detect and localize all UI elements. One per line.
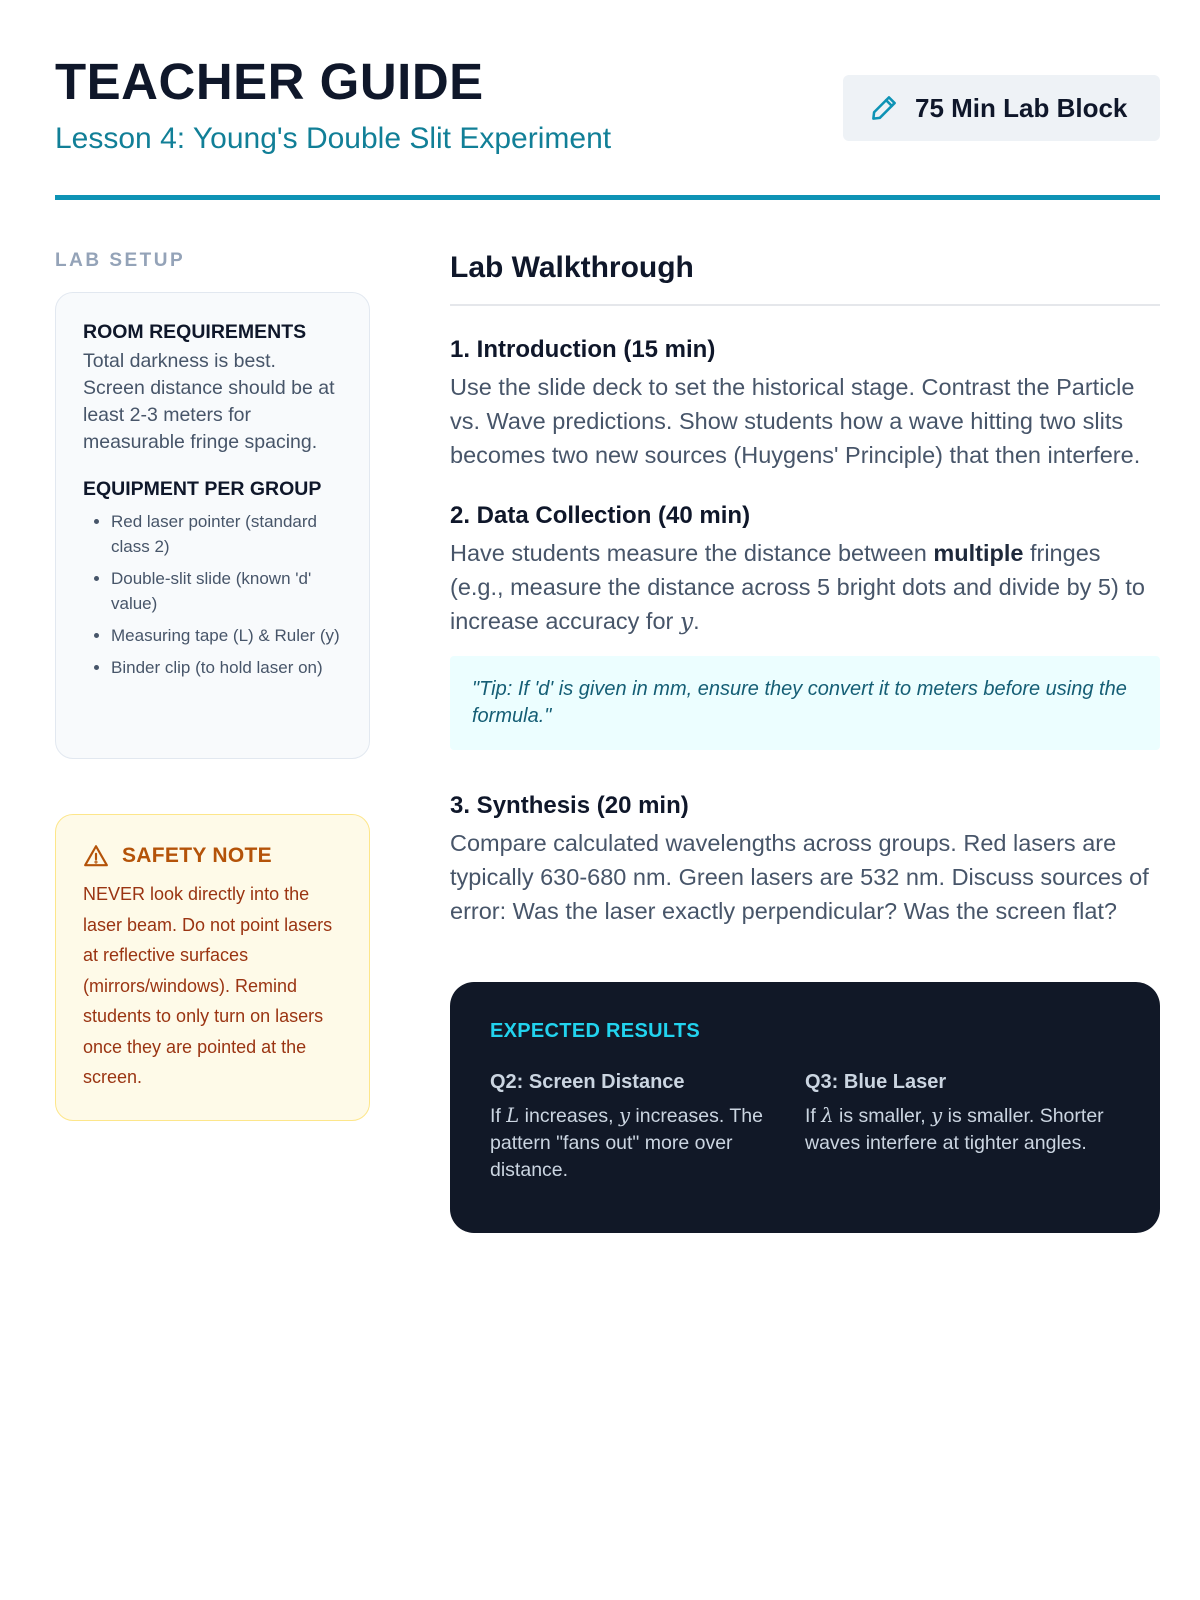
expected-results-panel: [450, 982, 1160, 1233]
duration-label: 75 Min Lab Block: [915, 92, 1128, 123]
lab-setup-label: LAB SETUP: [55, 250, 186, 271]
list-item: • Binder clip (to hold laser on): [111, 655, 343, 680]
step-text-emphasis: multiple: [933, 540, 1024, 566]
step-heading: 2. Data Collection (40 min): [450, 502, 751, 529]
step-text: Use the slide deck to set the historical stage. Contrast the Particle vs. Wave predictions. Show students how a wave hitting two slits becomes two new sources (Huygens' Principle) that then interfere.: [450, 374, 1141, 468]
result-text-part: If: [490, 1105, 507, 1127]
pencil-icon: [867, 91, 901, 125]
list-item: • Red laser pointer (standard class 2): [111, 509, 343, 559]
room-requirements-text: Total darkness is best. Screen distance should be at least 2-3 meters for measurable fringe spacing.: [83, 350, 335, 453]
result-text-part: increases,: [519, 1105, 619, 1127]
result-text: [805, 1102, 1120, 1157]
safety-note-header: [83, 843, 343, 869]
page-title: TEACHER GUIDE: [55, 53, 484, 110]
step-introduction: [450, 336, 1160, 472]
step-text: [450, 536, 1160, 638]
tip-callout: [450, 656, 1160, 750]
lesson-subtitle: Lesson 4: Young's Double Slit Experiment: [55, 122, 612, 155]
result-heading: Q3: Blue Laser: [805, 1071, 947, 1093]
step-heading: 3. Synthesis (20 min): [450, 792, 689, 819]
room-requirements-heading: ROOM REQUIREMENTS: [83, 321, 307, 343]
step-text-part: fringes (e.g., measure the distance across 5 bright dots and divide by 5) to increase accuracy for: [450, 540, 1145, 634]
equipment-heading: EQUIPMENT PER GROUP: [83, 478, 322, 500]
list-item: • Measuring tape (L) & Ruler (y): [111, 623, 343, 648]
lab-setup-card: [55, 292, 370, 759]
result-heading: Q2: Screen Distance: [490, 1071, 685, 1093]
step-text-part: .: [693, 608, 700, 634]
result-text-part: increases. The pattern "fans out" more over distance.: [490, 1105, 763, 1181]
result-text-part: is smaller. Shorter waves interfere at tighter angles.: [805, 1105, 1104, 1154]
result-text-part: is smaller,: [833, 1105, 932, 1127]
list-item: • Double-slit slide (known 'd' value): [111, 566, 343, 616]
duration-badge: [843, 75, 1160, 141]
result-q2: [490, 1071, 805, 1184]
safety-note-card: [55, 814, 370, 1121]
expected-results-label: EXPECTED RESULTS: [490, 1020, 701, 1042]
math-variable: λ: [821, 1104, 834, 1127]
step-text: Compare calculated wavelengths across groups. Red lasers are typically 630-680 nm. Green lasers are 532 nm. Discuss sources of error: Was the laser exactly perpendicular? Was the screen flat?: [450, 830, 1149, 924]
page-header: [55, 50, 1160, 200]
result-text-part: If: [805, 1105, 822, 1127]
walkthrough-title: Lab Walkthrough: [450, 250, 1160, 306]
step-heading: 1. Introduction (15 min): [450, 336, 716, 363]
result-q3: [805, 1071, 1120, 1184]
math-variable: L: [506, 1104, 520, 1127]
math-variable: y: [931, 1104, 943, 1127]
lab-walkthrough-column: [450, 250, 1160, 1233]
math-variable: y: [618, 1104, 630, 1127]
math-variable: y: [679, 607, 694, 635]
lab-setup-column: [55, 250, 370, 1121]
safety-note-title: SAFETY NOTE: [122, 844, 272, 867]
equipment-list: [83, 509, 343, 680]
expected-results-grid: [490, 1071, 1120, 1184]
tip-text: "Tip: If 'd' is given in mm, ensure they convert it to meters before using the formula.": [472, 678, 1127, 727]
step-synthesis: [450, 792, 1160, 928]
warning-triangle-icon: [83, 843, 109, 869]
result-text: [490, 1102, 805, 1184]
step-text-part: Have students measure the distance between: [450, 540, 934, 566]
teacher-guide-page: [55, 0, 1160, 1600]
step-data-collection: [450, 502, 1160, 750]
safety-note-text: NEVER look directly into the laser beam. Do not point lasers at reflective surfaces (mirrors/windows). Remind students to only turn on lasers once they are pointed at the screen.: [83, 884, 333, 1087]
